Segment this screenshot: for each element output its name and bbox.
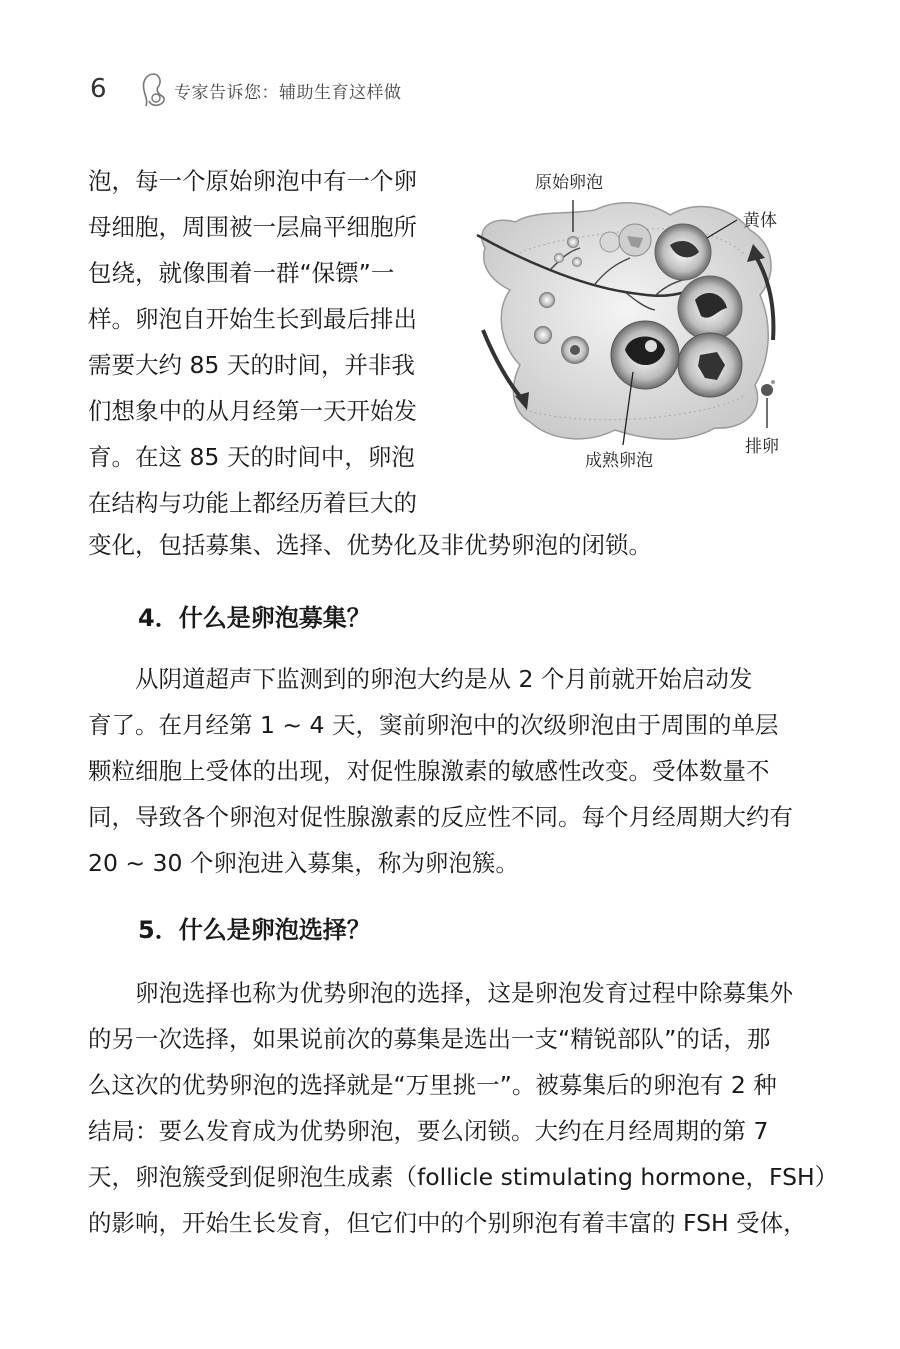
page-header [88, 70, 788, 110]
section-5-paragraph [88, 970, 839, 1246]
label-mature-follicle: 成熟卵泡 [585, 451, 653, 471]
text-line: 同，导致各个卵泡对促性腺激素的反应性不同。每个月经周期大约有 [88, 803, 793, 831]
label-corpus-luteum: 黄体 [743, 211, 777, 231]
text-line: 结局：要么发育成为优势卵泡，要么闭锁。大约在月经周期的第 7 [88, 1117, 769, 1145]
intro-paragraph [88, 158, 438, 526]
page-number: 6 [90, 74, 107, 104]
ovary-follicle-diagram [455, 160, 815, 480]
text-line: 的另一次选择，如果说前次的募集是选出一支“精锐部队”的话，那 [88, 1025, 771, 1053]
section-4-heading: 4．什么是卵泡募集？ [138, 604, 371, 632]
label-ovulation: 排卵 [745, 437, 779, 457]
primary-follicle [534, 326, 552, 344]
primordial-follicle [567, 236, 579, 248]
text-line: 么这次的优势卵泡的选择就是“万里挑一”。被募集后的卵泡有 2 种 [88, 1071, 777, 1099]
intro-tail-line: 变化，包括募集、选择、优势化及非优势卵泡的闭锁。 [88, 531, 652, 559]
text-line: 20 ~ 30 个卵泡进入募集，称为卵泡簇。 [88, 849, 519, 877]
primordial-follicle [554, 253, 564, 263]
mother-baby-logo-icon [136, 70, 172, 110]
text-line: 的影响，开始生长发育，但它们中的个别卵泡有着丰富的 FSH 受体， [88, 1209, 807, 1237]
text-line: 母细胞，周围被一层扁平细胞所 [88, 213, 417, 241]
text-line: 育。在这 85 天的时间中，卵泡 [88, 443, 415, 471]
text-line: 包绕，就像围着一群“保镖”一 [88, 259, 395, 287]
text-line: 样。卵泡自开始生长到最后排出 [88, 305, 417, 333]
book-title: 专家告诉您：辅助生育这样做 [174, 83, 402, 103]
primordial-follicle [572, 257, 582, 267]
text-line: 在结构与功能上都经历着巨大的 [88, 489, 417, 517]
text-line: 天，卵泡簇受到促卵泡生成素（follicle stimulating hormone，FSH） [88, 1163, 839, 1191]
text-line: 从阴道超声下监测到的卵泡大约是从 2 个月前就开始启动发 [88, 665, 753, 693]
ovum [761, 384, 773, 396]
text-line: 颗粒细胞上受体的出现，对促性腺激素的敏感性改变。受体数量不 [88, 757, 770, 785]
label-primordial-follicle: 原始卵泡 [535, 173, 603, 193]
text-line: 卵泡选择也称为优势卵泡的选择，这是卵泡发育过程中除募集外 [88, 979, 793, 1007]
text-line: 们想象中的从月经第一天开始发 [88, 397, 417, 425]
corpus-albicans [600, 232, 620, 252]
primary-follicle [539, 292, 555, 308]
text-line: 需要大约 85 天的时间，并非我 [88, 351, 415, 379]
text-line: 育了。在月经第 1 ~ 4 天，窦前卵泡中的次级卵泡由于周围的单层 [88, 711, 779, 739]
section-4-paragraph [88, 656, 813, 886]
text-line: 泡，每一个原始卵泡中有一个卵 [88, 167, 417, 195]
section-5-heading: 5．什么是卵泡选择？ [138, 916, 371, 944]
